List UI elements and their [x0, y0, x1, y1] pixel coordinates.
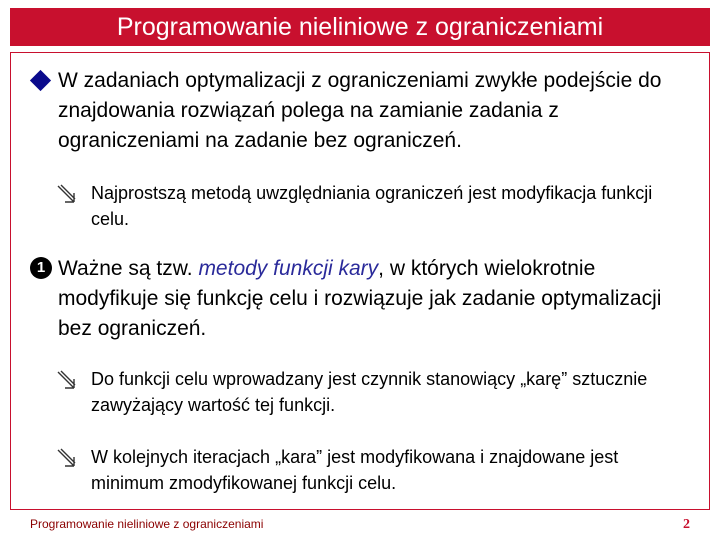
sub-item-2 [55, 366, 695, 418]
hollow-arrow-icon [55, 183, 79, 205]
bullet-2-text-before: Ważne są tzw. [58, 257, 199, 280]
page-number: 2 [683, 517, 690, 532]
sub-item-3 [55, 444, 695, 496]
diamond-bullet-icon [30, 70, 51, 91]
bullet-item-2 [30, 254, 700, 344]
sub-2-text: Do funkcji celu wprowadzany jest czynnik stanowiący „karę” sztucznie zawyżający wartość tej funkcji. [91, 369, 648, 415]
hollow-arrow-icon [55, 447, 79, 469]
slide-title-bar [10, 8, 710, 46]
sub-3-text: W kolejnych iteracjach „kara” jest modyfikowana i znajdowane jest minimum zmodyfikowanej funkcji celu. [91, 447, 619, 493]
hollow-arrow-icon [55, 369, 79, 391]
footer-title: Programowanie nieliniowe z ograniczeniami [30, 517, 264, 531]
sub-item-1 [55, 180, 695, 232]
bullet-number: 1 [36, 259, 46, 276]
bullet-item-1 [30, 66, 700, 156]
bullet-2-text-after: , w których wielokrotnie modyfikuje się funkcję celu i rozwiązuje jak zadanie optymalizacji bez ograniczeń. [58, 257, 662, 340]
bullet-1-text: W zadaniach optymalizacji z ograniczeniami zwykłe podejście do znajdowania rozwiązań polega na zamianie zadania z ograniczeniami na zadanie bez ograniczeń. [58, 69, 662, 152]
numbered-circle-icon [30, 257, 52, 279]
slide-title: Programowanie nieliniowe z ograniczeniami [116, 12, 604, 41]
bullet-2-term: metody funkcji kary [198, 257, 379, 280]
sub-1-text: Najprostszą metodą uwzględniania ograniczeń jest modyfikacja funkcji celu. [91, 183, 653, 229]
